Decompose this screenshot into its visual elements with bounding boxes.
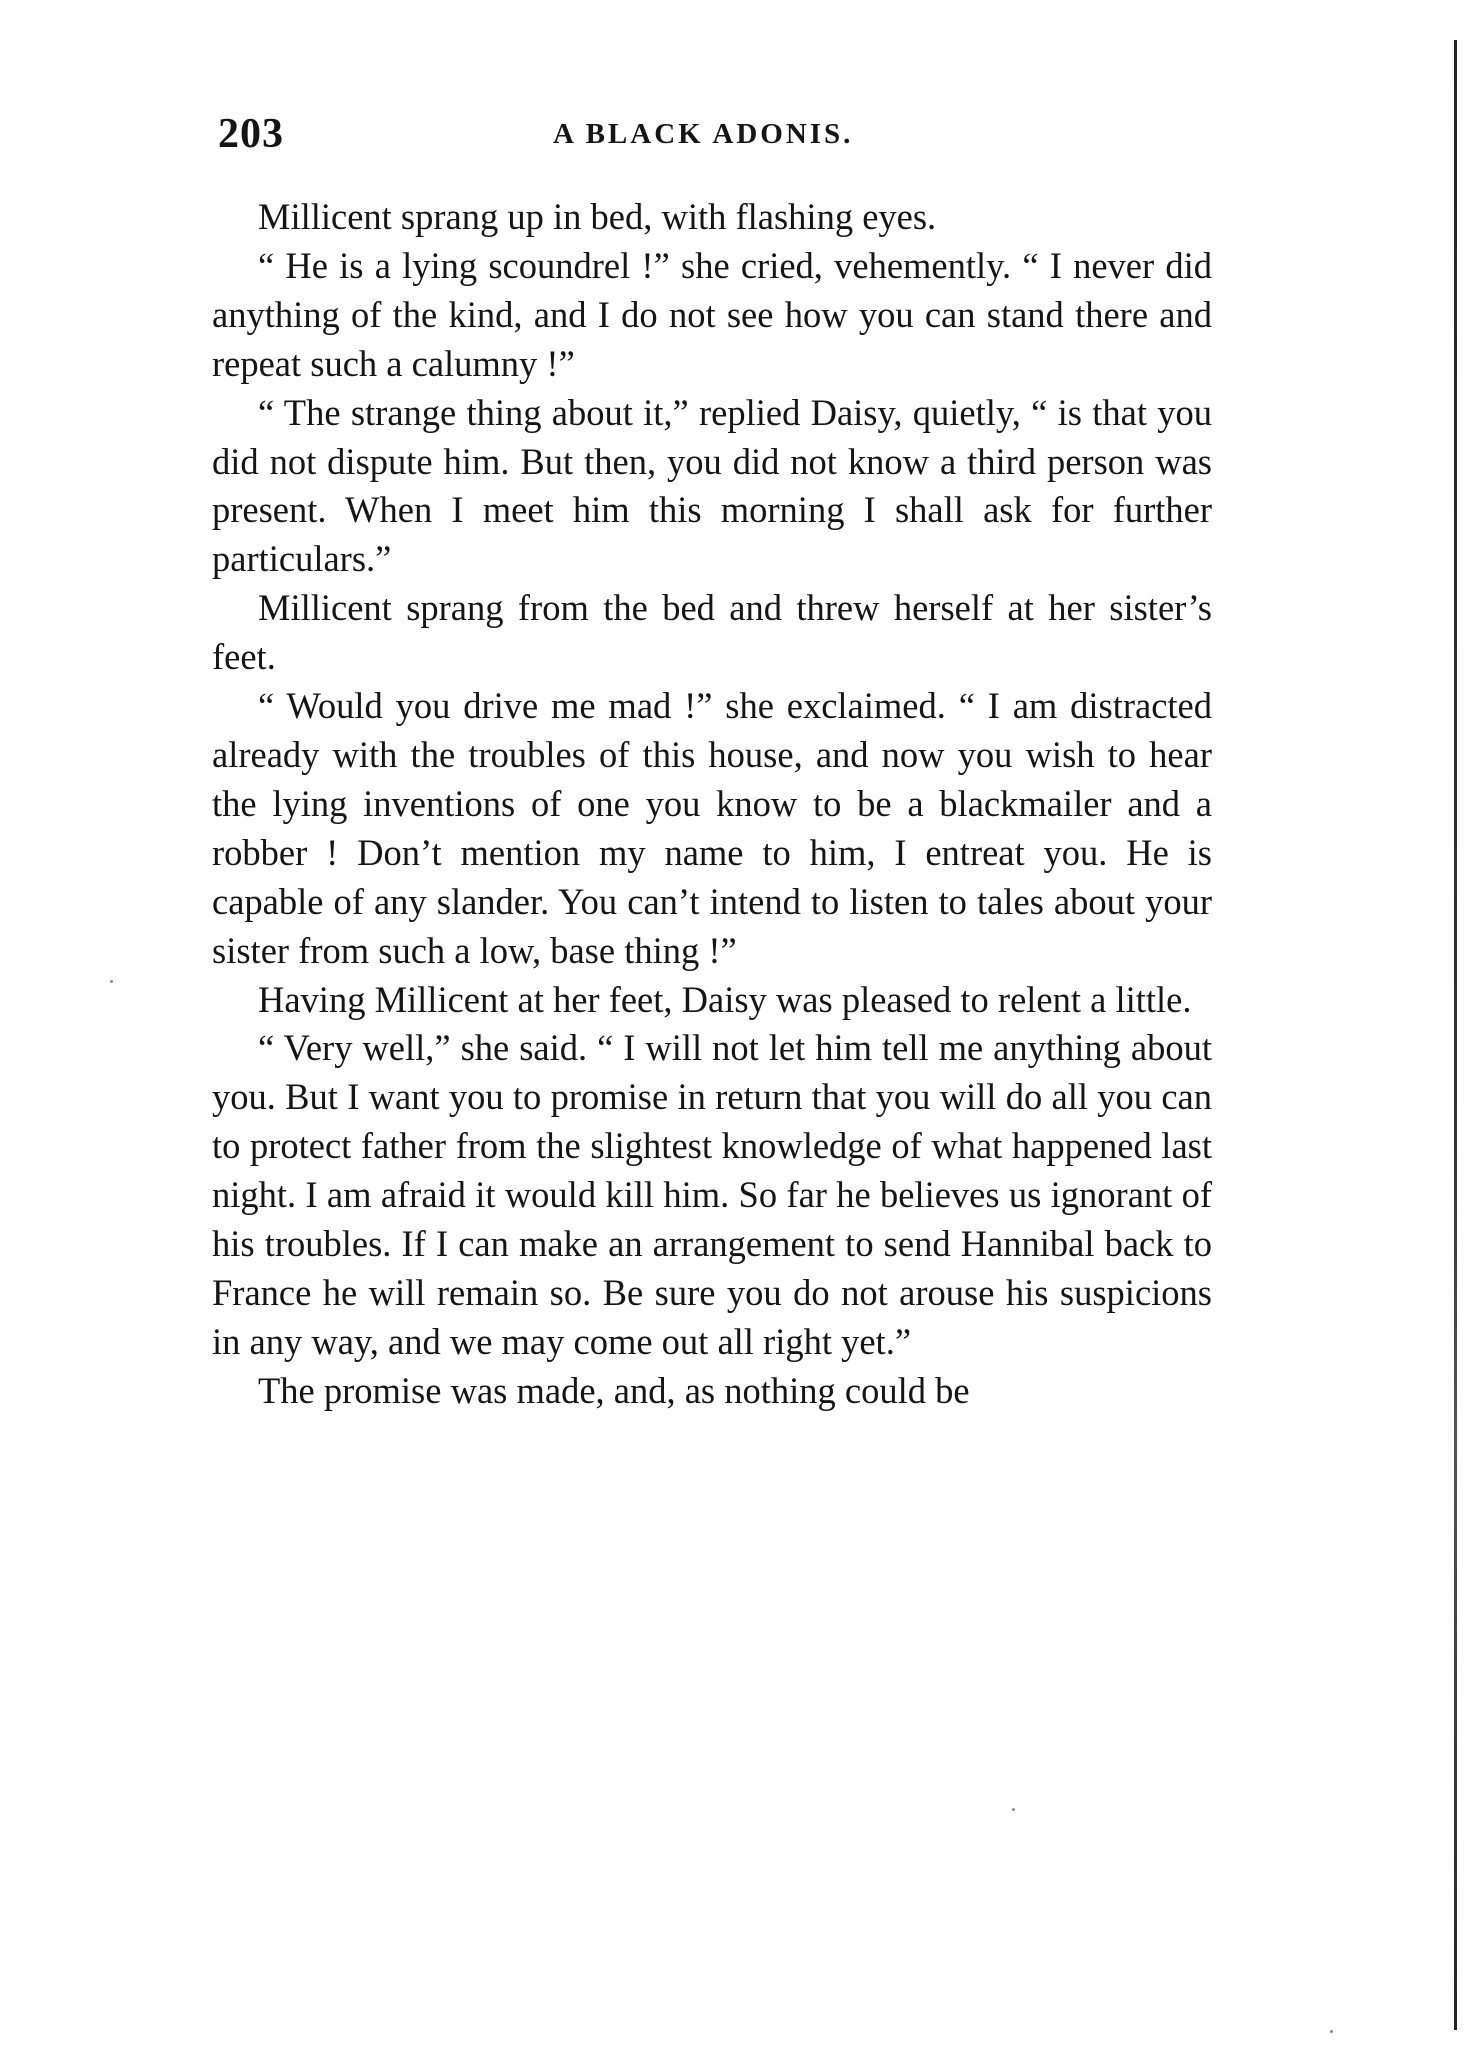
paragraph: Millicent sprang up in bed, with flashing eyes.	[258, 196, 937, 237]
paragraph: “ The strange thing about it,” replied Daisy, quietly, “ is that you did not dispute him. But then, you did not know a third person was present. When I meet him this morning I shall ask for further particulars.”	[212, 391, 1212, 580]
paragraph: “ Very well,” she said. “ I will not let him tell me anything about you. But I want you to promise in return that you will do all you can to protect father from the slightest knowledge of what happened last night. I am afraid it would kill him. So far he believes us ignorant of his troubles. If I can make an arrangement to send Hannibal back to France he will remain so. Be sure you do not arouse his suspicions in any way, and we may come out all right yet.”	[212, 1027, 1212, 1362]
paragraph: Having Millicent at her feet, Daisy was pleased to relent a little.	[258, 978, 1192, 1020]
paragraph: “ Would you drive me mad !” she exclaimed. “ I am distracted already with the troubles of this house, and now you wish to hear the lying inventions of one you know to be a blackmailer and a robber ! Don’t mention my name to him, I entreat you. He is capable of any slander. You can’t intend to listen to tales about your sister from such a low, base thing !”	[212, 685, 1212, 971]
page-edge-shadow	[1454, 40, 1457, 2030]
page-header	[218, 110, 1218, 170]
paragraph: “ He is a lying scoundrel !” she cried, vehemently. “ I never did anything of the kind, and I do not see how you can stand there and repeat such a calumny !”	[212, 244, 1212, 384]
paragraph: The promise was made, and, as nothing could be	[258, 1369, 970, 1411]
body-text	[212, 193, 1212, 1416]
paper-speck	[110, 980, 113, 983]
paper-speck	[1012, 1808, 1015, 1811]
running-head: A BLACK ADONIS.	[553, 118, 854, 150]
paragraph: Millicent sprang from the bed and threw herself at her sister’s feet.	[212, 587, 1212, 678]
page-number: 203	[218, 111, 284, 157]
paper-speck	[1330, 2030, 1333, 2033]
